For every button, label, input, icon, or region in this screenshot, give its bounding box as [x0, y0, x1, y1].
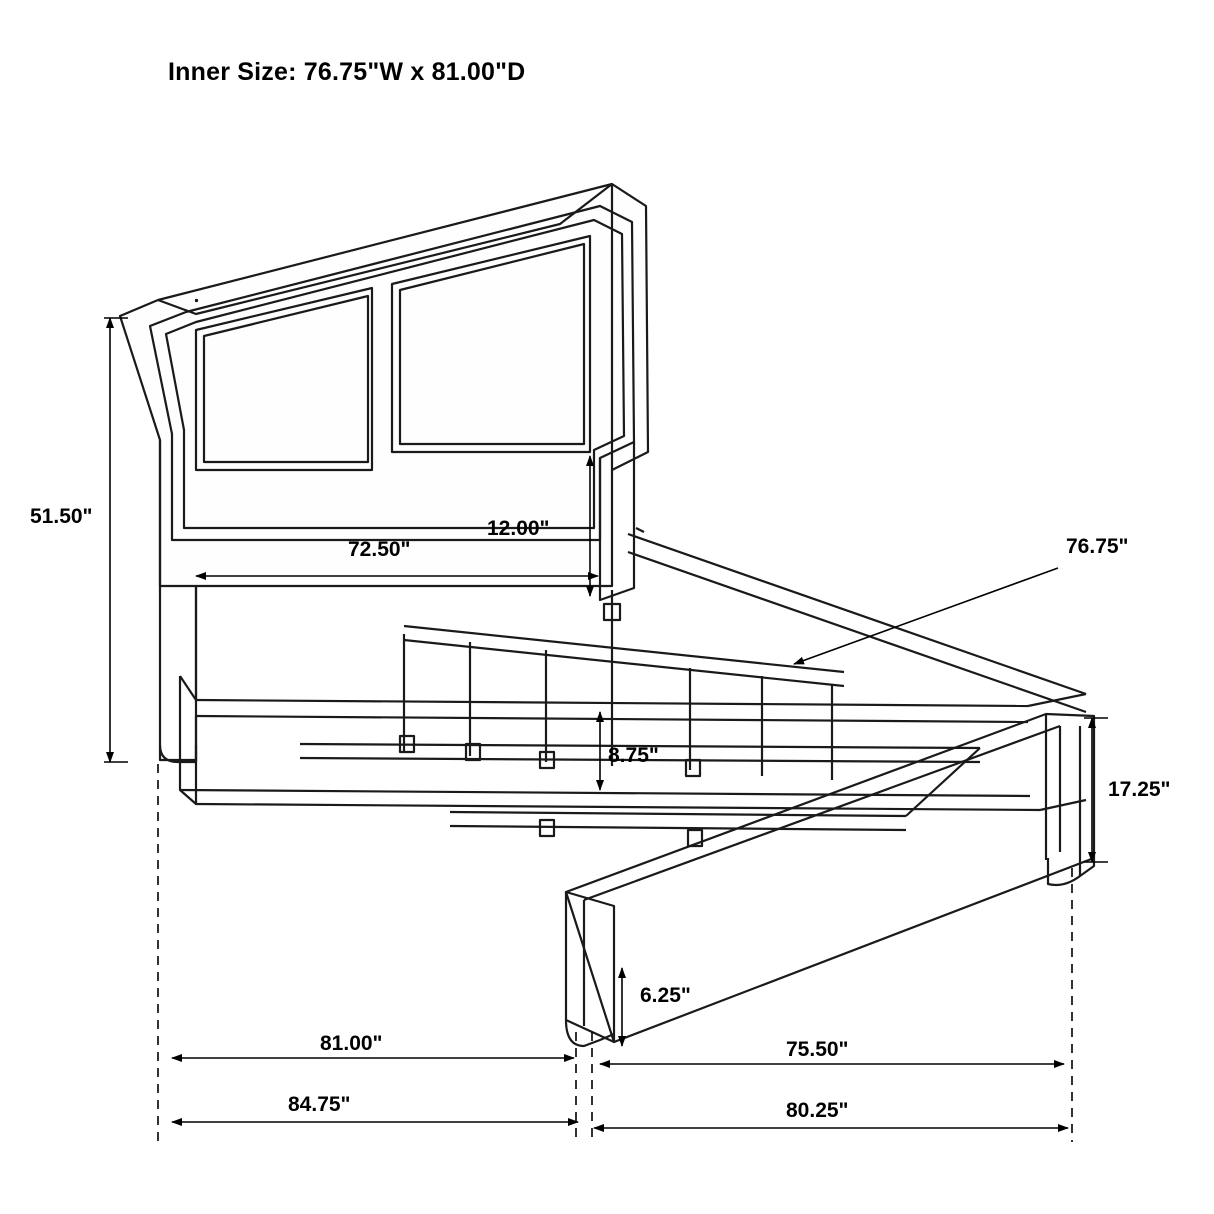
dimension-label-headboard-to-rail: 12.00" — [487, 517, 550, 540]
page-title: Inner Size: 76.75"W x 81.00"D — [168, 58, 526, 86]
dimension-label-footboard-clearance: 6.25" — [640, 984, 691, 1007]
dimension-label-frame-length-outer: 80.25" — [786, 1099, 849, 1122]
dimension-label-overall-depth-inner: 81.00" — [320, 1032, 383, 1055]
dimension-label-slat-to-rail: 8.75" — [608, 744, 659, 767]
dimension-label-footboard-height: 17.25" — [1108, 778, 1171, 801]
dimension-label-overall-depth-outer: 84.75" — [288, 1093, 351, 1116]
dimension-label-headboard-height: 51.50" — [30, 505, 93, 528]
bed-geometry — [120, 184, 1094, 1046]
dimension-label-frame-length-inner: 75.50" — [786, 1038, 849, 1061]
dimension-label-headboard-inner-width: 72.50" — [348, 538, 411, 561]
dimension-label-side-rail-width: 76.75" — [1066, 535, 1129, 558]
